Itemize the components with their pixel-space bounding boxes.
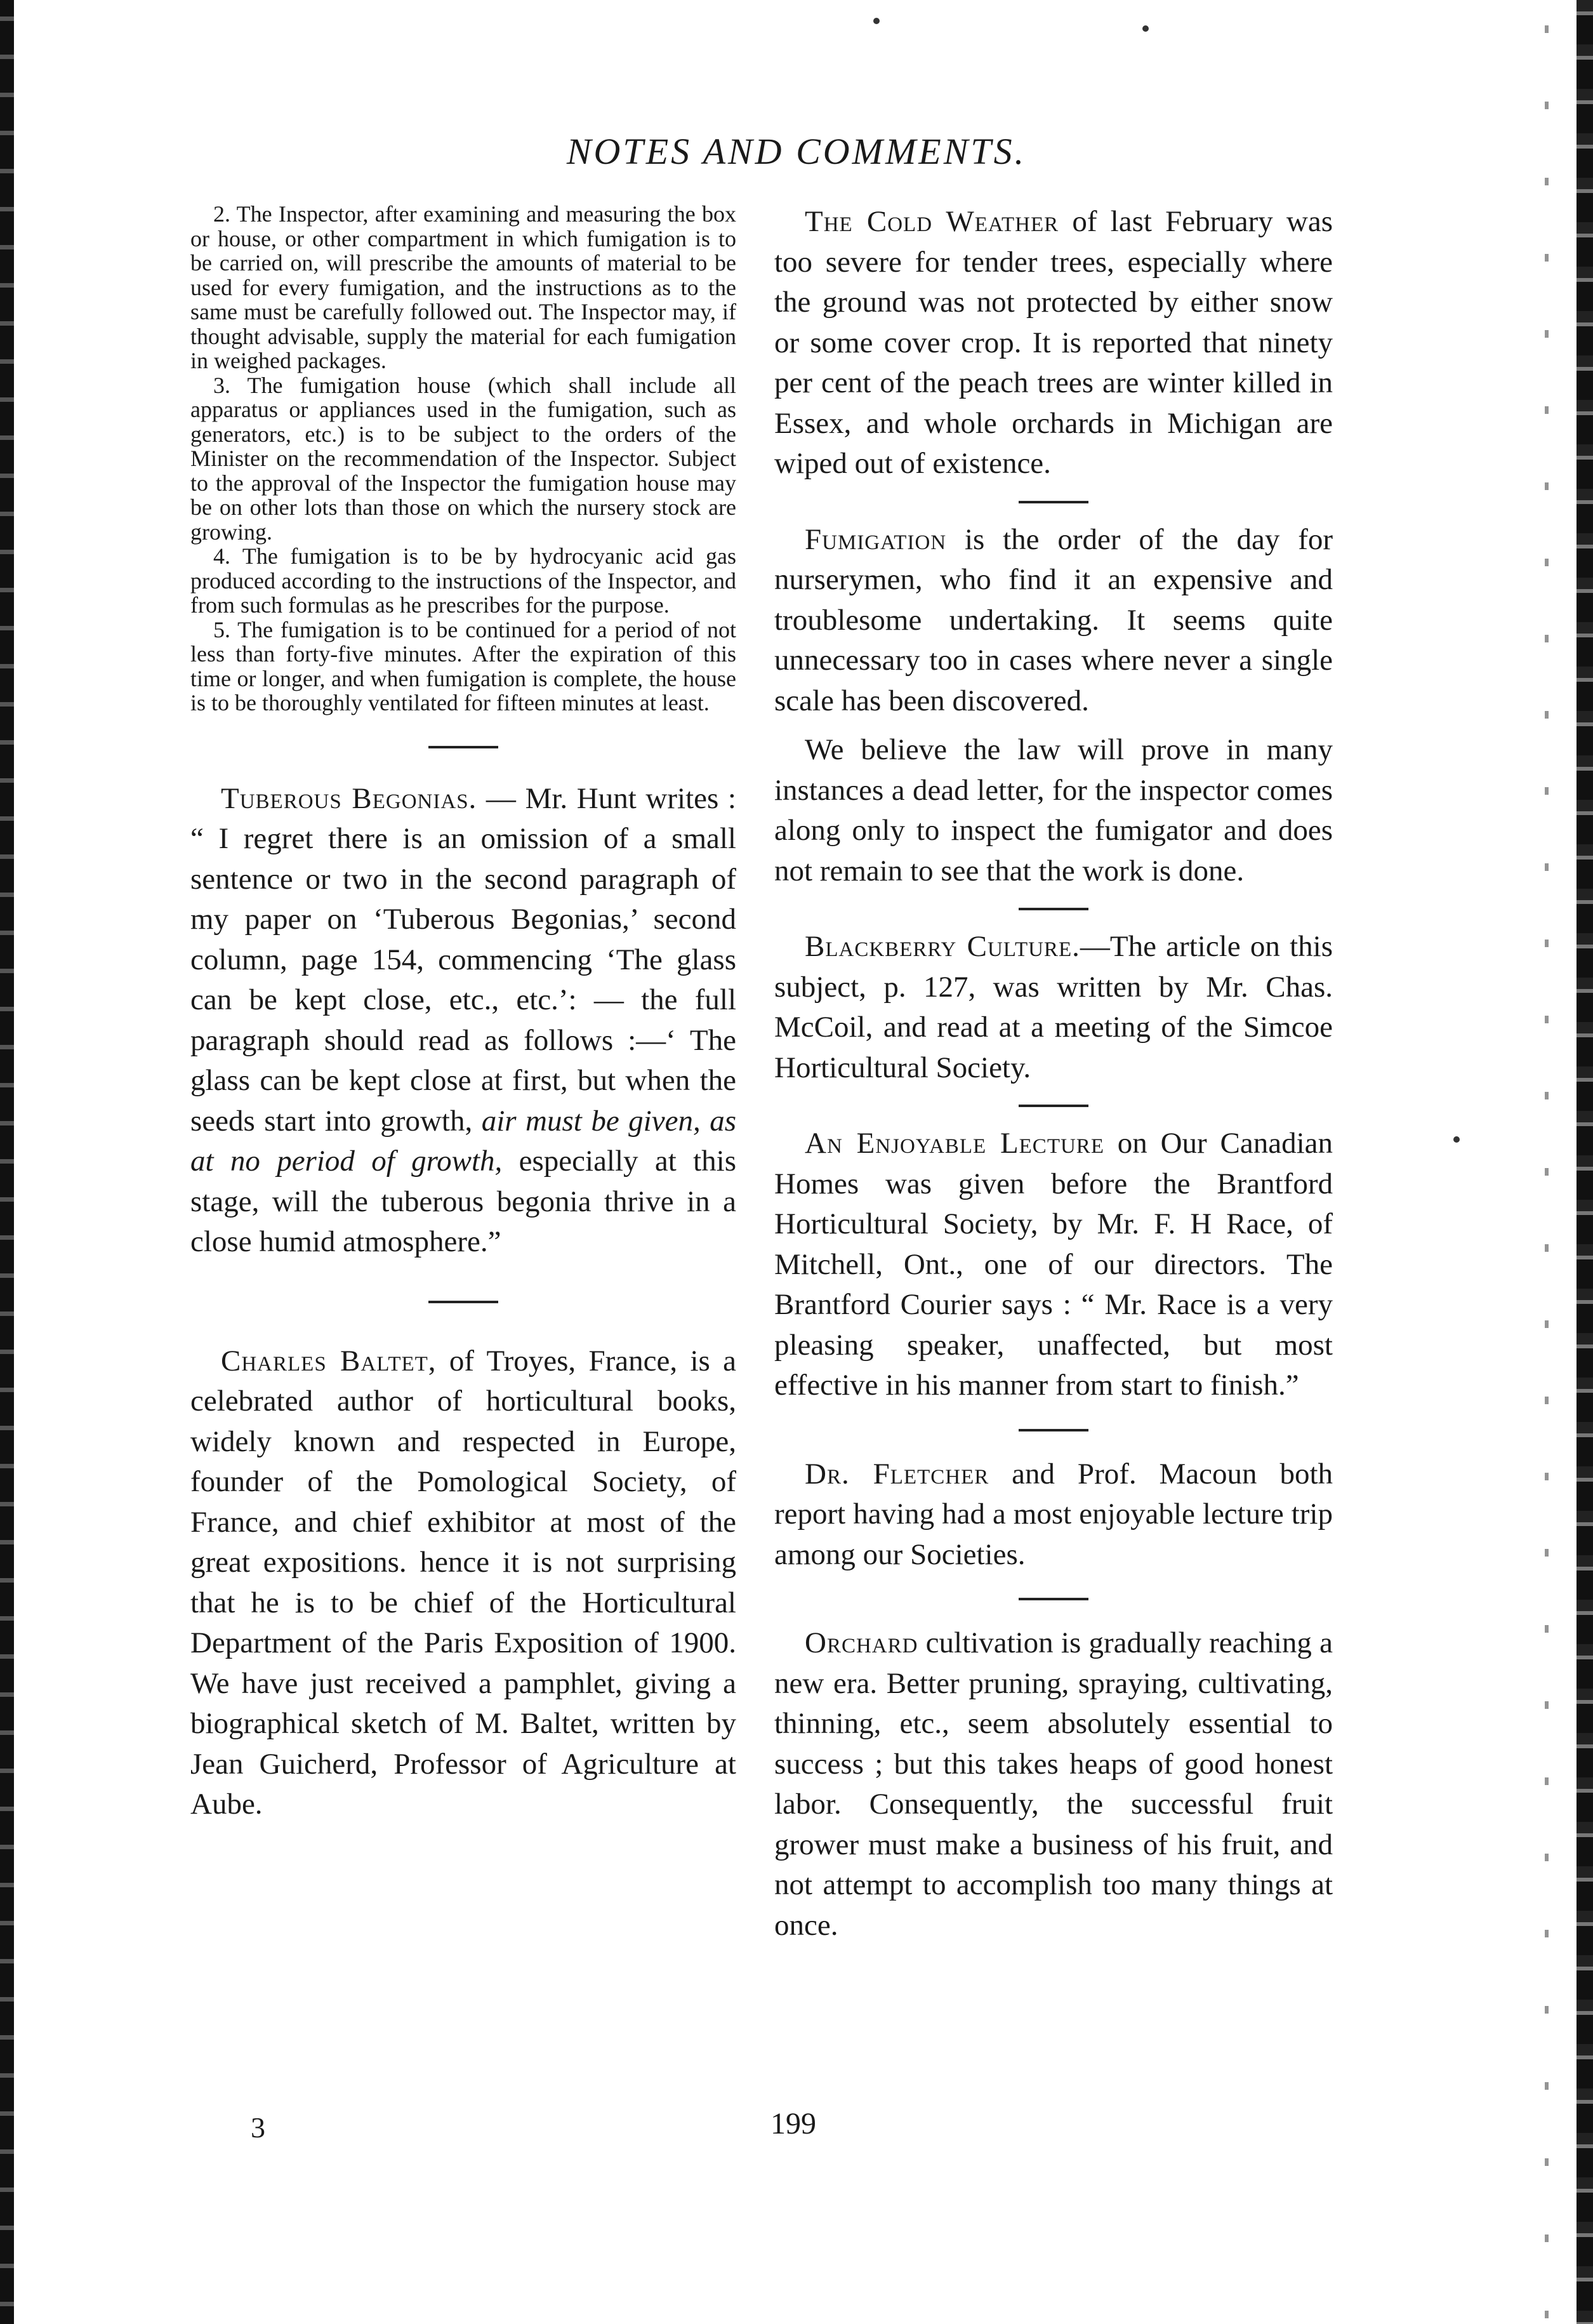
rule-text: The fumigation is to be by hydrocyanic acid gas produced according to the instructions of the Inspector, and from such formulas as he prescribes for the purpose. — [190, 543, 736, 618]
rule-text: The fumigation is to be continued for a period of not less than forty-five minutes. After the expiration of this time or longer, and when fumigation is complete, the house is to be thoroughly ventilated for fifteen minutes at least. — [190, 616, 736, 715]
fumigation-paragraph — [774, 520, 1333, 722]
lecture-heading: An Enjoyable Lecture — [805, 1127, 1104, 1160]
rule-item — [190, 202, 736, 373]
rule-number: 4. — [213, 543, 230, 569]
rule-item — [190, 544, 736, 618]
begonias-text: — Mr. Hunt writes : “ I regret there is an omission of a small sentence or two in the second paragraph of my paper on ‘Tuberous Begonias,’ second column, page 154, commencing ‘The glass can be kept close, etc., etc.’: — the full paragraph should read as follows :—‘ The glass can be kept close at first, but when the seeds start into growth, — [190, 781, 736, 1138]
blackberry-heading: Blackberry Culture. — [805, 930, 1080, 963]
begonias-paragraph — [190, 779, 736, 1263]
fumigation-text: is the order of the day for nurserymen, who find it an expensive and troublesome undertaking. It seems quite unnecessary too in cases where never a single scale has been discovered. — [774, 522, 1333, 717]
orchard-text: cultivation is gradually reaching a new era. Better pruning, spraying, cultivating, thinning, etc., seem absolutely essential to success ; but this takes heaps of good honest labor. Consequently, the successful fruit grower must make a business of his fruit, and not attempt to accomplish too many things at once. — [774, 1626, 1333, 1942]
fletcher-heading: Dr. Fletcher — [805, 1457, 989, 1491]
page-number: 199 — [770, 2107, 816, 2141]
scan-speck — [1142, 25, 1149, 32]
left-column — [190, 202, 736, 1825]
begonias-text-end: especially at this stage, will the tuberous begonia thrive in a close humid atmosphere.” — [190, 1145, 737, 1258]
cold-weather-paragraph — [774, 202, 1333, 484]
scan-edge-left — [0, 0, 14, 2324]
begonias-italic: air must be given, as at no period of growth, — [190, 1104, 736, 1178]
cold-weather-text: of last February was too severe for tender trees, especially where the ground was not protected by either snow or some cover crop. It is reported that ninety per cent of the peach trees are winter killed in Essex, and whole orchards in Michigan are wiped out of existence. — [774, 205, 1333, 480]
scan-speck — [873, 18, 880, 24]
scan-speck — [1453, 1136, 1460, 1143]
right-column — [774, 202, 1333, 1946]
fletcher-text: and Prof. Macoun both report having had a most enjoyable lecture trip among our Societies. — [774, 1457, 1333, 1571]
rule-item — [190, 618, 736, 715]
cold-weather-heading: The Cold Weather — [805, 205, 1059, 238]
baltet-paragraph — [190, 1341, 736, 1825]
section-divider — [1019, 1429, 1088, 1431]
baltet-text: of Troyes, France, is a celebrated author of horticultural books, widely known and respected in Europe, founder of the Pomological Society, of France, and chief exhibitor at most of the great expositions. hence it is not surprising that he is to be chief of the Horticultural Department of the Paris Exposition of 1900. We have just received a pamphlet, giving a biographical sketch of M. Baltet, written by Jean Guicherd, Professor of Agriculture at Aube. — [190, 1344, 736, 1821]
scan-edge-right — [1576, 0, 1593, 2324]
section-divider — [1019, 1105, 1088, 1107]
lecture-paragraph — [774, 1124, 1333, 1406]
begonias-heading: Tuberous Begonias. — [221, 781, 477, 815]
blackberry-paragraph — [774, 927, 1333, 1088]
section-divider — [428, 746, 498, 748]
fumigation-heading: Fumigation — [805, 522, 947, 556]
rule-item — [190, 373, 736, 545]
scan-edge-right-inner — [1545, 0, 1549, 2324]
section-divider — [1019, 1598, 1088, 1600]
rule-number: 3. — [213, 372, 230, 398]
orchard-heading: Orchard — [805, 1626, 918, 1659]
fumigation-paragraph-2: We believe the law will prove in many instances a dead letter, for the inspector comes along only to inspect the fumigator and does not remain to see that the work is done. — [774, 733, 1333, 887]
rule-number: 2. — [213, 201, 230, 227]
blackberry-text: —The article on this subject, p. 127, was written by Mr. Chas. McCoil, and read at a meeting of the Simcoe Horticultural Society. — [774, 930, 1333, 1084]
fletcher-paragraph — [774, 1454, 1333, 1576]
lecture-text: on Our Canadian Homes was given before the Brantford Horticultural Society, by Mr. F. H Race, of Mitchell, Ont., one of our directors. The Brantford Courier says : “ Mr. Race is a very pleasing speaker, unaffected, but most effective in his manner from start to finish.” — [774, 1127, 1333, 1402]
signature-mark: 3 — [251, 2111, 265, 2144]
orchard-paragraph — [774, 1623, 1333, 1946]
section-divider — [1019, 501, 1088, 503]
baltet-heading: Charles Baltet, — [221, 1344, 437, 1378]
rule-text: The Inspector, after examining and measuring the box or house, or other compartment in which fumigation is to be carried on, will prescribe the amounts of material to be used for every fumigation, and the instructions as to the same must be carefully followed out. The Inspector may, if thought advisable, supply the material for each fumigation in weighed packages. — [190, 201, 736, 373]
rule-number: 5. — [213, 616, 230, 642]
page-header: NOTES AND COMMENTS. — [566, 131, 1027, 172]
section-divider — [1019, 908, 1088, 910]
section-divider — [428, 1301, 498, 1303]
rule-text: The fumigation house (which shall include all apparatus or appliances used in the fumigation, such as generators, etc.) is to be subject to the orders of the Minister on the recommendation of the Inspector. Subject to the approval of the Inspector the fumigation house may be on other lots than those on which the nursery stock are growing. — [190, 372, 736, 545]
